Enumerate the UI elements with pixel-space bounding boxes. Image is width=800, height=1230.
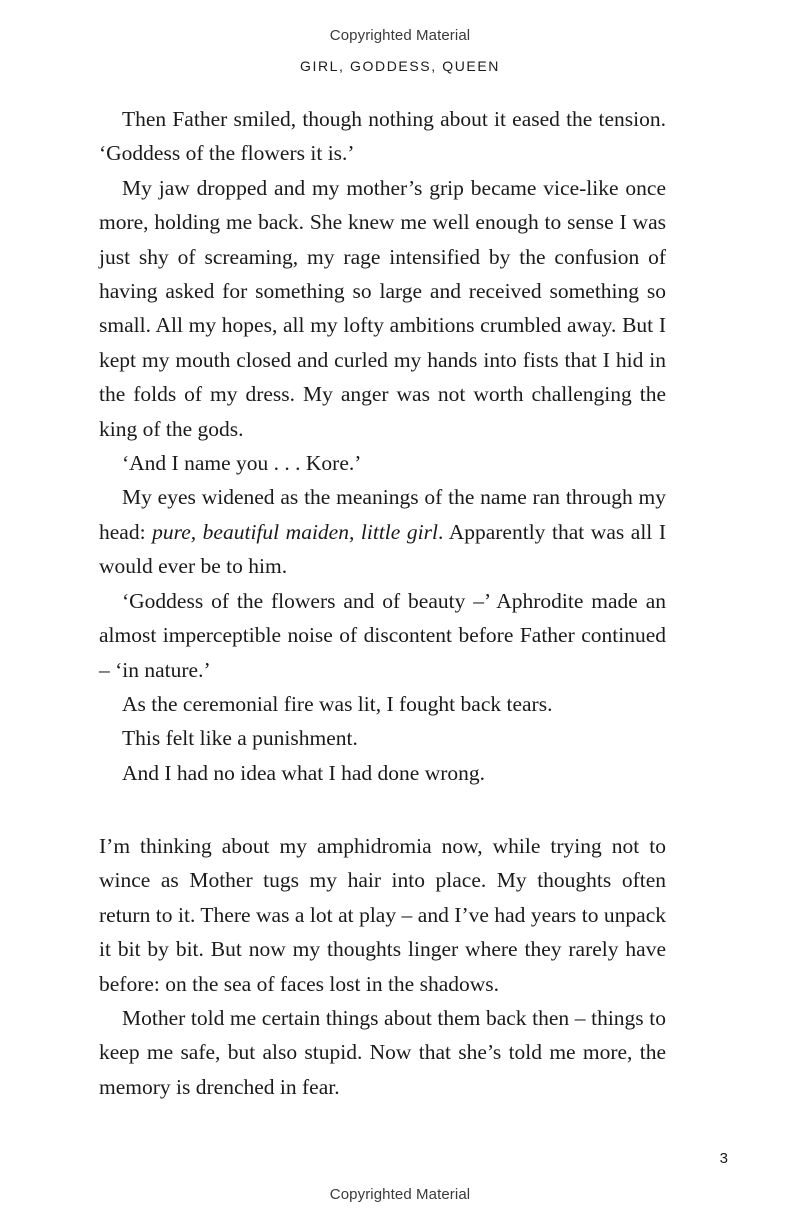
italic-meanings: pure, beautiful maiden, little girl bbox=[152, 519, 438, 544]
paragraph: And I had no idea what I had done wrong. bbox=[122, 760, 486, 785]
paragraph-text: . Apparently that was all I would ever be to him. bbox=[99, 519, 666, 579]
copyright-watermark-top: Copyrighted Material bbox=[329, 27, 471, 44]
paragraph: Then Father smiled, though nothing about it eased the tension. ‘Goddess of the flowers it is.’ bbox=[99, 107, 666, 166]
section-1 bbox=[99, 102, 666, 790]
paragraph: This felt like a punishment. bbox=[122, 726, 358, 751]
paragraph: ‘Goddess of the flowers and of beauty –’ Aphrodite made an almost imperceptible noise of discontent before Father continued – ‘in nature.’ bbox=[99, 588, 666, 682]
paragraph: I’m thinking about my amphidromia now, while trying not to wince as Mother tugs my hair into place. My thoughts often return to it. There was a lot at play – and I’ve had years to unpack it bit by bit. But now my thoughts linger where they rarely have before: on the sea of faces lost in the shadows. bbox=[99, 834, 666, 996]
section-2 bbox=[99, 829, 666, 1104]
paragraph: ‘And I name you . . . Kore.’ bbox=[122, 451, 362, 476]
paragraph-text: My eyes widened as the meanings of the name ran through my head: bbox=[99, 485, 666, 544]
paragraph: My jaw dropped and my mother’s grip became vice-like once more, holding me back. She knew me well enough to sense I was just shy of screaming, my rage intensified by the confusion of having asked for something so large and received something so small. All my hopes, all my lofty ambitions crumbled away. But I kept my mouth closed and curled my hands into fists that I hid in the folds of my dress. My anger was not worth challenging the king of the gods. bbox=[99, 175, 666, 441]
paragraph bbox=[99, 480, 666, 583]
page-number: 3 bbox=[719, 1150, 728, 1167]
running-head: GIRL, GODDESS, QUEEN bbox=[299, 58, 501, 74]
copyright-watermark-bottom: Copyrighted Material bbox=[329, 1186, 471, 1203]
paragraph: Mother told me certain things about them back then – things to keep me safe, but also stupid. Now that she’s told me more, the memory is drenched in fear. bbox=[99, 1006, 666, 1099]
paragraph: As the ceremonial fire was lit, I fought back tears. bbox=[122, 691, 553, 716]
